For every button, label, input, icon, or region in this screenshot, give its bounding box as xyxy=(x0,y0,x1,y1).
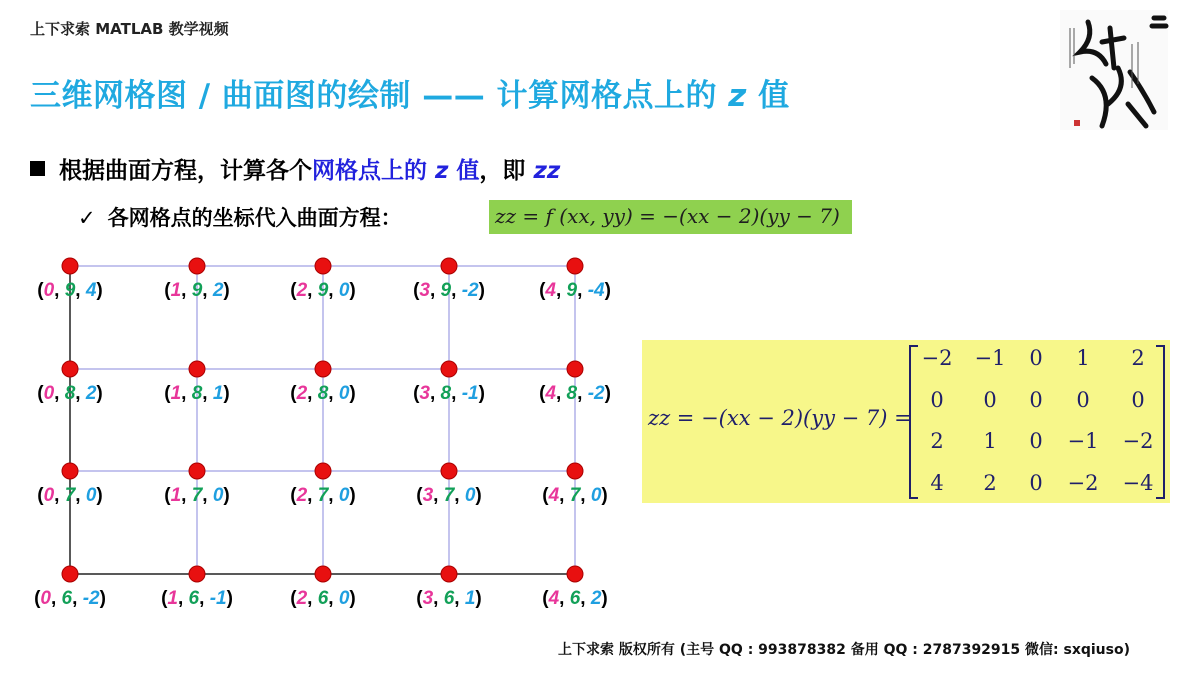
comma: , xyxy=(433,485,444,506)
matrix-cell: 0 xyxy=(1029,346,1043,370)
grid-point-label xyxy=(37,383,103,405)
grid-point-dot xyxy=(315,258,331,274)
grid-point-dot xyxy=(62,463,78,479)
matrix-cell: −1 xyxy=(1067,429,1099,453)
grid-point-label xyxy=(161,588,233,610)
paren: ) xyxy=(96,485,103,506)
grid-point-dot xyxy=(567,463,583,479)
comma: , xyxy=(555,383,567,404)
comma: , xyxy=(54,383,65,404)
x-value: 3 xyxy=(419,383,430,404)
paren: ) xyxy=(223,383,230,404)
paren: ( xyxy=(290,383,297,404)
matrix-cell: 0 xyxy=(1029,429,1043,453)
grid-point-dot xyxy=(441,258,457,274)
y-value: 9 xyxy=(440,280,452,301)
grid-point-label xyxy=(290,280,356,302)
paren: ) xyxy=(99,588,106,609)
matrix-equation-lhs: zz = −(xx − 2)(yy − 7) = xyxy=(648,406,912,430)
y-value: 6 xyxy=(443,588,455,609)
z-value: 0 xyxy=(338,383,350,404)
x-value: 2 xyxy=(296,588,308,609)
paren: ) xyxy=(475,485,482,506)
x-value: 1 xyxy=(170,485,182,506)
paren: ( xyxy=(164,485,171,506)
x-value: 2 xyxy=(296,280,308,301)
comma: , xyxy=(54,485,65,506)
paren: ( xyxy=(37,383,44,404)
grid-point-dot xyxy=(62,361,78,377)
paren: ( xyxy=(37,280,44,301)
paren: ) xyxy=(478,383,485,404)
grid-point-label xyxy=(290,485,356,507)
bullet-prefix: 根据曲面方程，计算各个 xyxy=(59,158,312,184)
matrix-cell: 0 xyxy=(1029,471,1043,495)
comma: , xyxy=(307,383,318,404)
comma: , xyxy=(580,588,591,609)
x-value: 1 xyxy=(170,383,182,404)
z-value: 0 xyxy=(590,485,602,506)
grid-point-label xyxy=(164,485,230,507)
bullet-highlight-z: z xyxy=(435,158,449,184)
paren: ( xyxy=(539,280,546,301)
x-value: 4 xyxy=(548,485,560,506)
matrix-cell: 0 xyxy=(1131,388,1145,412)
grid-point-dot xyxy=(315,463,331,479)
paren: ( xyxy=(290,588,297,609)
paren: ( xyxy=(542,588,549,609)
checkmark-icon: ✓ xyxy=(78,206,96,230)
comma: , xyxy=(202,485,213,506)
comma: , xyxy=(577,383,588,404)
z-value: -2 xyxy=(587,383,605,404)
matrix-cell: −1 xyxy=(974,346,1006,370)
grid-point-label xyxy=(413,383,485,405)
grid-point-dot xyxy=(567,258,583,274)
comma: , xyxy=(451,383,462,404)
comma: , xyxy=(328,280,339,301)
x-value: 4 xyxy=(545,280,556,301)
x-value: 0 xyxy=(43,280,55,301)
comma: , xyxy=(328,383,339,404)
paren: ) xyxy=(223,280,230,301)
paren: ( xyxy=(164,280,171,301)
y-value: 7 xyxy=(191,485,203,506)
z-value: 0 xyxy=(212,485,224,506)
grid-point-label xyxy=(539,383,611,405)
paren: ) xyxy=(604,280,611,301)
comma: , xyxy=(307,280,318,301)
matrix-cell: 0 xyxy=(1076,388,1090,412)
y-value: 9 xyxy=(64,280,76,301)
matrix-cell: 1 xyxy=(1076,346,1090,370)
y-value: 8 xyxy=(566,383,578,404)
comma: , xyxy=(75,485,86,506)
grid-point-dot xyxy=(315,361,331,377)
grid-point-label xyxy=(290,588,356,610)
paren: ) xyxy=(601,485,608,506)
matrix-cell: 2 xyxy=(983,471,997,495)
grid-point-label xyxy=(164,280,230,302)
grid-lines xyxy=(70,266,575,574)
y-value: 6 xyxy=(61,588,73,609)
comma: , xyxy=(454,485,465,506)
bullet-highlight: 网格点上的 xyxy=(312,158,436,184)
x-value: 0 xyxy=(40,588,51,609)
z-value: -4 xyxy=(587,280,605,301)
paren: ( xyxy=(413,280,420,301)
grid-point-dot xyxy=(441,566,457,582)
z-value: -2 xyxy=(461,280,479,301)
y-value: 6 xyxy=(317,588,329,609)
comma: , xyxy=(177,588,189,609)
grid-point-label xyxy=(542,588,608,610)
comma: , xyxy=(328,485,339,506)
z-value: 2 xyxy=(212,280,224,301)
grid-point-label xyxy=(290,383,356,405)
comma: , xyxy=(75,383,86,404)
comma: , xyxy=(555,280,567,301)
comma: , xyxy=(72,588,83,609)
grid-point-label xyxy=(416,485,482,507)
comma: , xyxy=(50,588,62,609)
x-value: 1 xyxy=(167,588,178,609)
paren: ) xyxy=(604,383,611,404)
x-value: 1 xyxy=(170,280,182,301)
z-value: -1 xyxy=(209,588,227,609)
paren: ) xyxy=(96,280,103,301)
bullet-highlight-tail: 值 xyxy=(448,158,480,184)
z-value: 0 xyxy=(338,280,350,301)
comma: , xyxy=(181,280,192,301)
paren: ( xyxy=(161,588,168,609)
grid-point-dot xyxy=(62,566,78,582)
title-z: z xyxy=(728,78,747,114)
x-value: 4 xyxy=(545,383,556,404)
matrix-cell: 2 xyxy=(930,429,944,453)
matrix-cell: 0 xyxy=(1029,388,1043,412)
comma: , xyxy=(328,588,339,609)
paren: ( xyxy=(37,485,44,506)
z-value: -2 xyxy=(82,588,100,609)
y-value: 8 xyxy=(191,383,203,404)
paren: ( xyxy=(542,485,549,506)
paren: ) xyxy=(349,588,356,609)
matrix-cell: 2 xyxy=(1131,346,1145,370)
grid-point-label xyxy=(34,588,106,610)
grid-point-dot xyxy=(62,258,78,274)
z-value: 2 xyxy=(590,588,602,609)
paren: ( xyxy=(416,485,423,506)
matrix-cell: 0 xyxy=(930,388,944,412)
comma: , xyxy=(577,280,588,301)
z-value: 1 xyxy=(464,588,476,609)
y-value: 7 xyxy=(569,485,581,506)
paren: ) xyxy=(601,588,608,609)
comma: , xyxy=(559,588,570,609)
paren: ) xyxy=(226,588,233,609)
matrix-cell: 1 xyxy=(983,429,997,453)
paren: ) xyxy=(475,588,482,609)
grid-point-label xyxy=(539,280,611,302)
z-value: 2 xyxy=(85,383,97,404)
bullet-zz: zz xyxy=(533,158,561,184)
matrix-cell: −4 xyxy=(1122,471,1154,495)
z-value: 1 xyxy=(212,383,224,404)
x-value: 2 xyxy=(296,383,308,404)
comma: , xyxy=(559,485,570,506)
x-value: 2 xyxy=(296,485,308,506)
paren: ) xyxy=(349,383,356,404)
grid-point-label xyxy=(542,485,608,507)
x-value: 4 xyxy=(548,588,560,609)
paren: ) xyxy=(223,485,230,506)
y-value: 8 xyxy=(440,383,452,404)
x-value: 0 xyxy=(43,485,55,506)
z-value: 0 xyxy=(464,485,476,506)
x-value: 3 xyxy=(419,280,430,301)
grid-point-dot xyxy=(189,258,205,274)
comma: , xyxy=(202,280,213,301)
matrix-cell: 4 xyxy=(930,471,944,495)
comma: , xyxy=(429,280,441,301)
y-value: 8 xyxy=(317,383,329,404)
paren: ( xyxy=(539,383,546,404)
paren: ( xyxy=(416,588,423,609)
y-value: 9 xyxy=(317,280,329,301)
matrix-cell: −2 xyxy=(1122,429,1154,453)
grid-point-label xyxy=(37,485,103,507)
grid-point-label xyxy=(164,383,230,405)
brand-header: 上下求索 MATLAB 教学视频 xyxy=(30,20,229,38)
paren: ) xyxy=(349,485,356,506)
paren: ) xyxy=(478,280,485,301)
comma: , xyxy=(199,588,210,609)
comma: , xyxy=(429,383,441,404)
matrix-cell: −2 xyxy=(921,346,953,370)
comma: , xyxy=(181,485,192,506)
x-value: 0 xyxy=(43,383,55,404)
comma: , xyxy=(75,280,86,301)
grid-point-label xyxy=(37,280,103,302)
y-value: 6 xyxy=(188,588,200,609)
grid-point-dot xyxy=(315,566,331,582)
bullet-mid: ，即 xyxy=(479,158,534,184)
grid-point-dot xyxy=(189,361,205,377)
grid-point-dot xyxy=(441,463,457,479)
paren: ( xyxy=(290,280,297,301)
z-value: -1 xyxy=(461,383,479,404)
y-value: 7 xyxy=(317,485,329,506)
grid-point-dot xyxy=(189,463,205,479)
grid-point-dot xyxy=(567,566,583,582)
comma: , xyxy=(433,588,444,609)
z-value: 4 xyxy=(85,280,97,301)
y-value: 8 xyxy=(64,383,76,404)
surface-equation: zz = f (xx, yy) = −(xx − 2)(yy − 7) xyxy=(495,204,840,228)
paren: ( xyxy=(34,588,41,609)
paren: ) xyxy=(349,280,356,301)
x-value: 3 xyxy=(422,588,434,609)
comma: , xyxy=(181,383,192,404)
comma: , xyxy=(580,485,591,506)
y-value: 6 xyxy=(569,588,581,609)
z-value: 0 xyxy=(338,588,350,609)
y-value: 7 xyxy=(443,485,455,506)
grid-point-label xyxy=(413,280,485,302)
matrix-cell: 0 xyxy=(983,388,997,412)
comma: , xyxy=(454,588,465,609)
comma: , xyxy=(54,280,65,301)
comma: , xyxy=(202,383,213,404)
z-value: 0 xyxy=(338,485,350,506)
comma: , xyxy=(307,485,318,506)
comma: , xyxy=(307,588,318,609)
matrix-cell: −2 xyxy=(1067,471,1099,495)
grid-point-dot xyxy=(441,361,457,377)
paren: ( xyxy=(164,383,171,404)
x-value: 3 xyxy=(422,485,434,506)
calligraphy-seal-logo xyxy=(1058,8,1170,132)
grid-point-dot xyxy=(567,361,583,377)
paren: ( xyxy=(413,383,420,404)
y-value: 9 xyxy=(566,280,578,301)
y-value: 9 xyxy=(191,280,203,301)
sub-bullet-text: 各网格点的坐标代入曲面方程： xyxy=(107,206,402,230)
title-tail: 值 xyxy=(746,78,790,114)
paren: ) xyxy=(96,383,103,404)
grid-point-dot xyxy=(189,566,205,582)
paren: ( xyxy=(290,485,297,506)
copyright-footer: 上下求索 版权所有 (主号 QQ : 993878382 备用 QQ : 2787392915 微信: sxqiuso) xyxy=(558,642,1130,658)
comma: , xyxy=(451,280,462,301)
title-main: 三维网格图 / 曲面图的绘制 —— 计算网格点上的 xyxy=(30,78,729,114)
y-value: 7 xyxy=(64,485,76,506)
z-value: 0 xyxy=(85,485,97,506)
grid-point-label xyxy=(416,588,482,610)
